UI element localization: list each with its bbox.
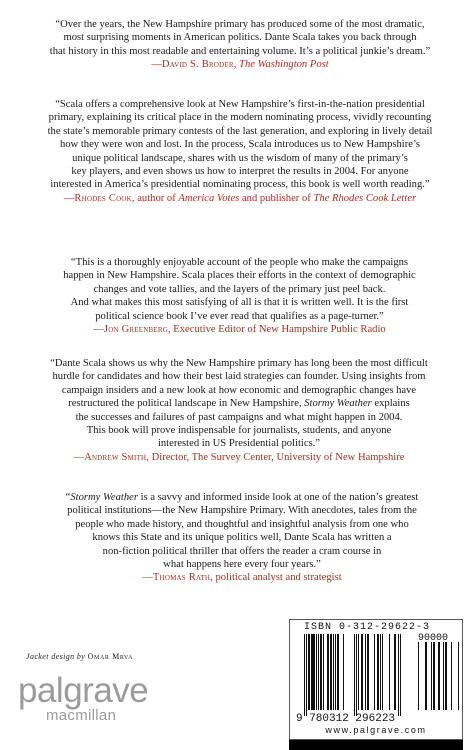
barcode-bar: [361, 634, 363, 710]
quote-line: the successes and failures of past campaigns and what might happen in 2004.: [75, 411, 403, 423]
barcode-bar: [389, 634, 390, 710]
quote-line: “Stormy Weather is a savvy and informed inside look at one of the nation’s greatest: [65, 492, 419, 503]
barcode-bar: [311, 634, 312, 710]
barcode-bottom-bar: [289, 740, 463, 750]
barcode-bar: [394, 634, 396, 710]
isbn-text: ISBN 0-312-29622-3: [304, 622, 431, 633]
barcode-bar: [306, 634, 307, 716]
quote-line: restructured the political landscape in New Hampshire, Stormy Weather explains: [68, 398, 410, 410]
quote-line: happen in New Hampshire. Scala places their efforts in the context of demographic: [63, 270, 416, 282]
quote-line: the state’s memorable primary contests of the last generation, and exploring in lively detail: [47, 125, 433, 137]
barcode-bar: [458, 642, 459, 710]
barcode-digits: 9 780312 296223: [296, 713, 396, 724]
quote-cook: [24, 98, 456, 205]
logo-secondary: macmillan: [46, 707, 117, 724]
quote-line: interested in US Presidential politics.”: [157, 438, 321, 450]
barcode-bar: [354, 634, 355, 716]
quote-line: key players, and even shows us how to interpret the results in 2004. For anyone: [71, 166, 409, 178]
barcode-bar: [343, 634, 344, 710]
quote-line: knows this State and its unique politics well, Dante Scala has written a: [92, 532, 392, 544]
publisher-logo: [18, 671, 158, 724]
barcode-bar: [365, 634, 366, 710]
quote-line: people who made history, and thoughtful and insightful analysis from one who: [75, 518, 409, 530]
barcode-bar: [398, 634, 399, 716]
barcode-bar: [380, 634, 381, 710]
barcode-bar: [431, 642, 432, 710]
quote-line: political science book I’ve ever read that qualifies as a page-turner.”: [95, 310, 384, 322]
quote-line: hurdle for candidates and how their best laid strategies can founder. Using insights from: [52, 371, 426, 383]
barcode-bar: [330, 634, 332, 710]
barcode-bar: [358, 634, 359, 710]
barcode-panel: [289, 619, 463, 740]
quote-line: what happens here every four years.”: [163, 559, 321, 571]
barcode-bar: [318, 634, 319, 710]
barcode-bar: [356, 634, 357, 716]
barcode-bar: [367, 634, 369, 710]
quote-broder: [30, 18, 450, 72]
barcode-bar: [425, 642, 427, 710]
quote-attribution: —Thomas Rath, political analyst and strategist: [142, 572, 342, 584]
barcode-bar: [400, 634, 401, 716]
jacket-design-credit: Jacket design by Omar Mrva: [26, 652, 134, 661]
barcode-bar: [333, 634, 334, 710]
quote-line: how they were won and lost. In the process, Scala introduces us to New Hampshire’s: [59, 139, 421, 151]
barcode-bar: [313, 634, 315, 710]
quote-attribution: —Rhodes Cook, author of America Votes and publisher of The Rhodes Cook Letter: [63, 192, 417, 204]
quote-line: interested in America’s presidential nominating process, this book is well worth reading.”: [50, 179, 430, 191]
barcode-bar: [337, 634, 339, 710]
barcode-bar: [445, 642, 447, 710]
barcode-bar: [443, 642, 444, 710]
barcode-bar: [316, 634, 317, 710]
quote-line: most surprising moments in American politics. Dante Scala takes you back through: [63, 32, 417, 44]
quote-attribution: —Jon Greenberg, Executive Editor of New Hampshire Public Radio: [93, 324, 386, 336]
designer-name: Omar Mrva: [87, 652, 134, 661]
barcode-bar: [418, 642, 419, 710]
barcode-bar: [374, 634, 375, 710]
logo-primary: palgrave: [18, 671, 149, 710]
quote-line: “Scala offers a comprehensive look at New Hampshire’s first-in-the-nation presidential: [55, 99, 425, 110]
quote-line: This book will prove indispensable for journalists, students, and anyone: [86, 425, 392, 437]
quote-line: unique political landscape, shares with us the wisdom of many of the primary’s: [72, 152, 408, 164]
quote-attribution: —David S. Broder, The Washington Post: [151, 59, 329, 71]
quote-line: primary, explaining its critical place in the modern nominating process, vividly recounting: [48, 112, 432, 124]
quote-line: “Dante Scala shows us why the New Hampshire primary has long been the most difficult: [50, 358, 428, 369]
barcode-bar: [433, 642, 435, 710]
quote-line: changes and vote tallies, and the layers of the primary just peel back.: [93, 283, 386, 295]
quote-line: And what makes this most satisfying of all is that it is written well. It is the first: [70, 297, 409, 309]
quote-line: “This is a thoroughly enjoyable account of the people who make the campaigns: [70, 257, 409, 268]
barcode-bar: [304, 634, 305, 716]
quote-line: non-fiction political thriller that offers the reader a cram course in: [102, 545, 382, 557]
quote-line: that history in this most readable and entertaining volume. It’s a political junkie’s dream.”: [49, 45, 431, 57]
barcode-bar: [308, 634, 310, 710]
barcode-bar: [377, 634, 379, 710]
barcode-bar: [451, 642, 452, 710]
quote-line: political institutions—the New Hampshire Primary. With anecdotes, tales from the: [67, 505, 417, 517]
barcode-digits: 90000: [418, 633, 449, 644]
publisher-url: www.palgrave.com: [325, 725, 427, 735]
barcode-bar: [382, 634, 383, 710]
barcode-graphic: [290, 620, 464, 724]
barcode-bar: [335, 634, 336, 710]
quote-line: “Over the years, the New Hampshire primary has produced some of the most dramatic,: [55, 19, 425, 30]
barcode-bar: [327, 634, 329, 710]
barcode-bar: [438, 642, 440, 710]
quote-attribution: —Andrew Smith, Director, The Survey Center, University of New Hampshire: [73, 451, 405, 463]
quote-line: campaign insiders and a new look at how economic and demographic changes have: [61, 384, 417, 396]
barcode-bar: [320, 634, 322, 710]
barcode-bar: [312, 634, 313, 710]
quote-rath: [32, 491, 452, 585]
quote-greenberg: [37, 256, 442, 336]
quote-smith: [22, 357, 456, 464]
barcode-bar: [323, 634, 324, 710]
